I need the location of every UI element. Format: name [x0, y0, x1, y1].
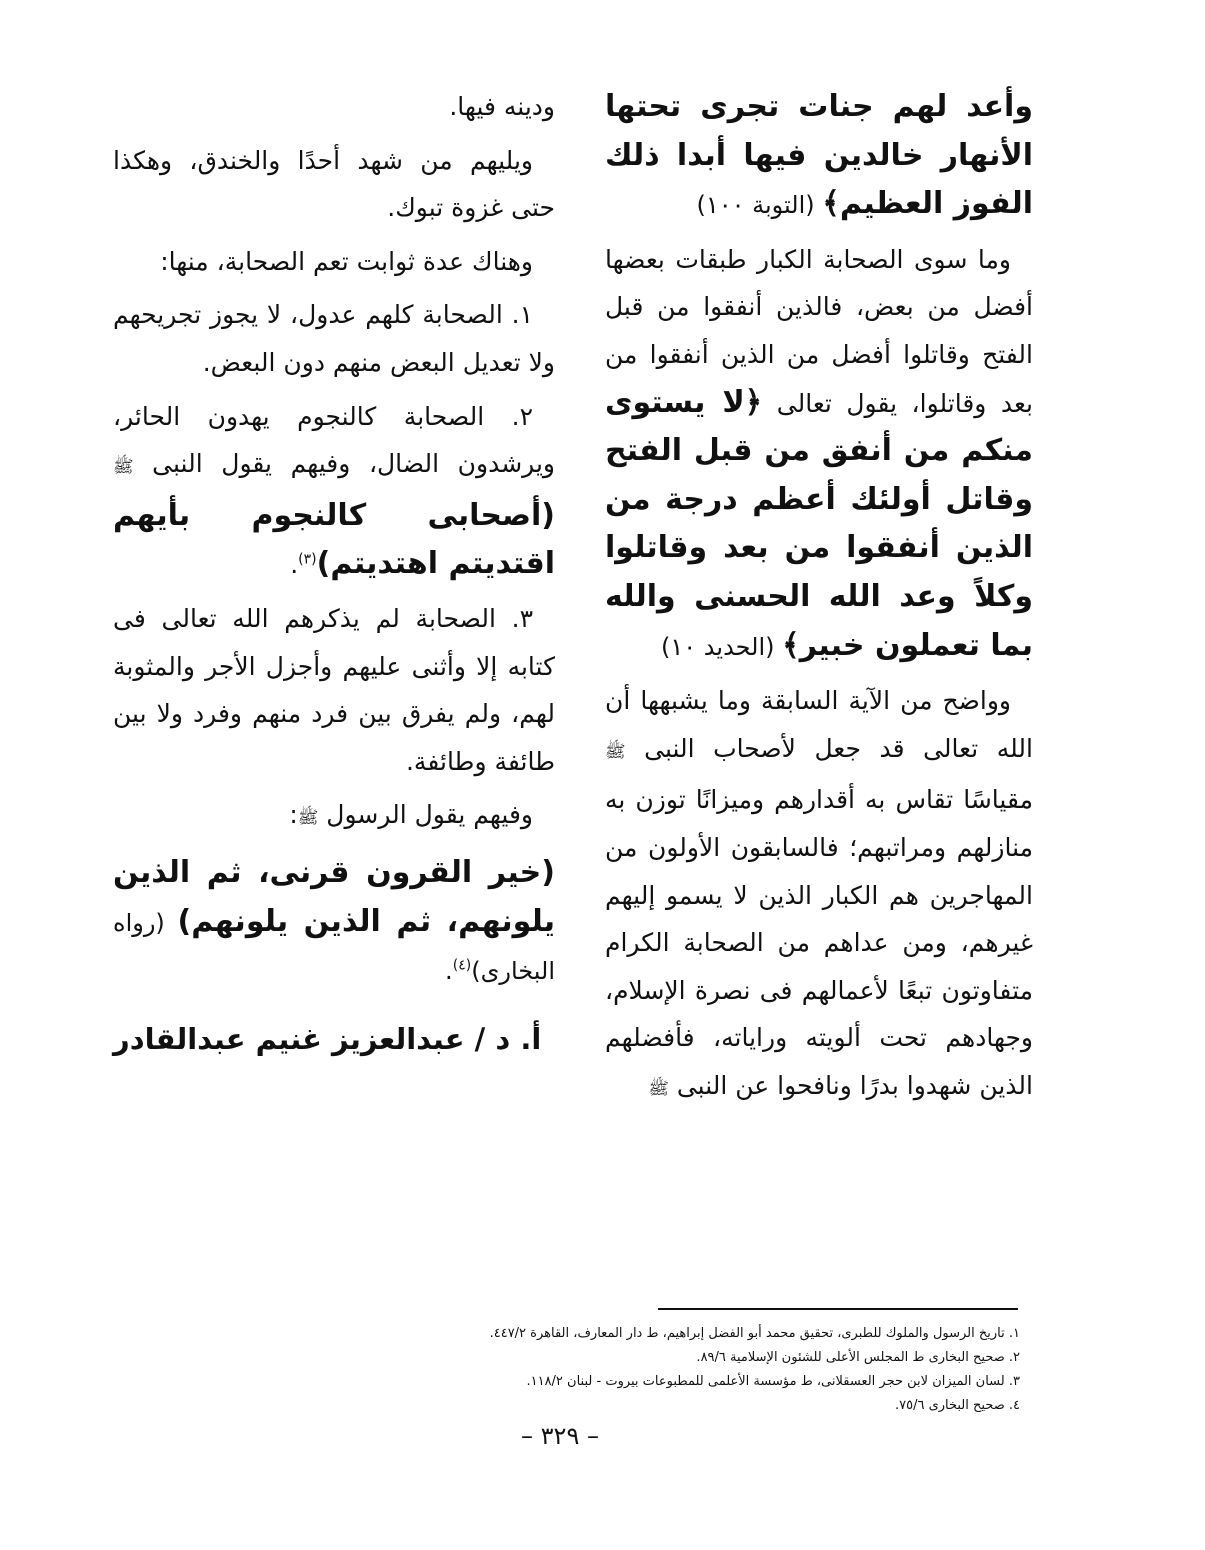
- paragraph-text: مقياسًا تقاس به أقدارهم وميزانًا توزن به منازلهم ومراتبهم؛ فالسابقون الأولون من المهاجرين هم الكبار الذين لا يسمو إليهم غيرهم، ومن عداهم من الصحابة الكرام متفاوتون تبعًا لأعمالهم فى نصرة الإسلام، وجهادهم تحت ألويته وراياته، فأفضلهم الذين شهدوا بدرًا ونافحوا عن النبى: [605, 785, 1033, 1100]
- footnotes: [380, 1322, 1020, 1418]
- honorific-glyph: ﷺ: [605, 741, 626, 762]
- honorific-glyph: ﷺ: [297, 808, 319, 829]
- hadith-text: (خير القرون قرنى، ثم الذين يلونهم، ثم الذين يلونهم): [113, 854, 555, 939]
- paragraph-text: وواضح من الآية السابقة وما يشبهها أن الله تعالى قد جعل لأصحاب النبى: [605, 686, 1033, 763]
- paragraph: وهناك عدة ثوابت تعم الصحابة، منها:: [160, 246, 533, 276]
- quran-close-bracket: ﴾: [822, 186, 840, 222]
- footnote: ٣. لسان الميزان لابن حجر العسقلانى، ط مؤسسة الأعلمى للمطبوعات بيروت - لبنان ١١٨/٢.: [526, 1374, 1020, 1389]
- quran-verse-hadid: ﴿لا يستوى منكم من أنفق من قبل الفتح وقاتل أولئك أعظم درجة من الذين أنفقوا من بعد وقاتلوا وكلاً وعد الله الحسنى والله بما تعملون خبير﴾: [605, 384, 1033, 663]
- paragraph-text: وفيهم يقول الرسول: [318, 800, 533, 830]
- quran-text: وأعد لهم جنات تجرى تحتها الأنهار خالدين فيها أبدا ذلك الفوز العظيم: [605, 89, 1033, 222]
- honorific-glyph: ﷺ: [648, 1078, 669, 1099]
- footnote-marker: (٣): [298, 552, 317, 569]
- paragraph: ويليهم من شهد أحدًا والخندق، وهكذا حتى غزوة تبوك.: [113, 145, 555, 223]
- quran-reference: (الحديد ١٠): [661, 632, 783, 661]
- footnote-marker: (٤): [452, 957, 472, 974]
- list-item-text: ٢. الصحابة كالنجوم يهدون الحائر، ويرشدون الضال، وفيهم يقول النبى: [113, 401, 555, 479]
- quran-verse-tawba: [605, 83, 1033, 230]
- honorific-glyph: ﷺ: [113, 457, 134, 478]
- footnote: ٤. صحيح البخارى ٧٥/٦.: [894, 1398, 1020, 1413]
- paragraph: [113, 791, 555, 843]
- list-item: ١. الصحابة كلهم عدول، لا يجوز تجريحهم ولا تعديل البعض منهم دون البعض.: [113, 300, 555, 377]
- paragraph: ودينه فيها.: [449, 92, 555, 121]
- author-signature: أ. د / عبدالعزيز غنيم عبدالقادر: [113, 1022, 542, 1056]
- list-item: [113, 393, 555, 589]
- left-column: [113, 83, 555, 1002]
- footnote-divider: [658, 1308, 1018, 1310]
- period: .: [290, 550, 299, 580]
- page-number: – ٣٢٩ –: [521, 1422, 599, 1450]
- colon: :: [289, 800, 298, 830]
- period: .: [444, 956, 453, 986]
- list-item: ٣. الصحابة لم يذكرهم الله تعالى فى كتابه إلا وأثنى عليهم وأجزل الأجر والمثوبة لهم، ولم يفرق بين فرد منهم وفرد ولا بين طائفة وطائفة.: [113, 603, 555, 776]
- paragraph: [605, 677, 1033, 1113]
- hadith-quote: [113, 849, 555, 996]
- hadith-reference: (رواه البخارى): [113, 908, 555, 986]
- footnote: ٢. صحيح البخارى ط المجلس الأعلى للشئون الإسلامية ٨٩/٦.: [696, 1350, 1020, 1365]
- hadith-text: (أصحابى كالنجوم بأيهم اقتديتم اهتديتم): [113, 497, 555, 582]
- right-column: [605, 83, 1033, 1119]
- footnote: ١. تاريخ الرسول والملوك للطبرى، تحقيق محمد أبو الفضل إبراهيم، ط دار المعارف، القاهرة ٤٤٧/٢.: [489, 1326, 1020, 1341]
- quran-reference: (التوبة ١٠٠): [696, 191, 823, 220]
- paragraph-text: وما سوى الصحابة الكبار طبقات بعضها أفضل من بعض، فالذين أنفقوا من قبل الفتح وقاتلوا أفضل من الذين أنفقوا من بعد وقاتلوا، يقول تعالى: [605, 244, 1033, 418]
- paragraph: [605, 236, 1033, 671]
